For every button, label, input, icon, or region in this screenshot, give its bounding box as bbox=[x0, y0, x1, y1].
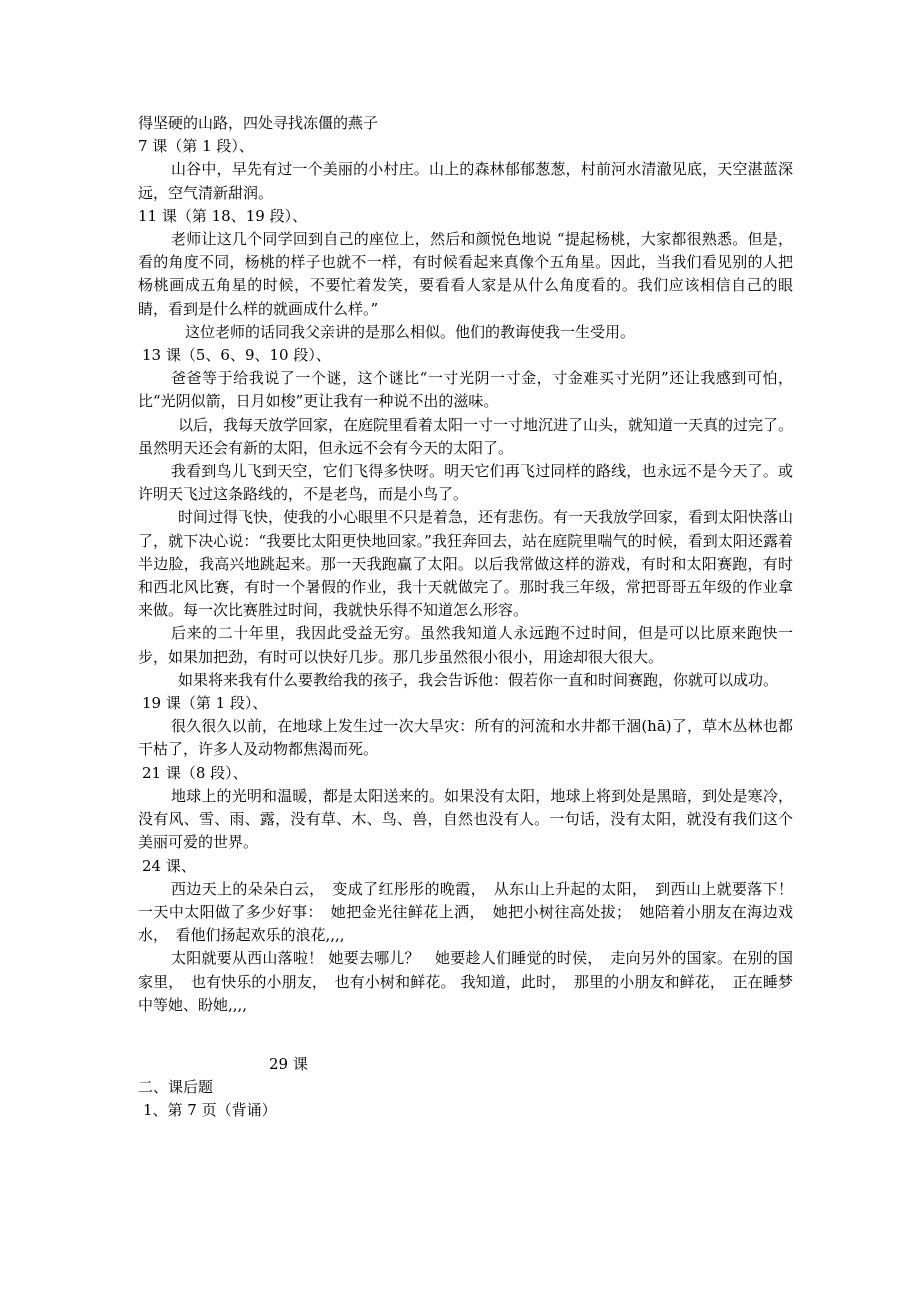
lesson-13-paragraph-4: 时间过得飞快，使我的小心眼里不只是着急，还有悲伤。有一天我放学回家，看到太阳快落山了，就下决心说：“我要比太阳更快地回家。”我狂奔回去，站在庭院里喘气的时候，看到太阳还露着半边脸，我高兴地跳起来。那一天我跑赢了太阳。以后我常做这样的游戏，有时和太阳赛跑，有时和西北风比赛，有时一个暑假的作业，我十天就做完了。那时我三年级，常把哥哥五年级的作业拿来做。每一次比赛胜过时间，我就快乐得不知道怎么形容。 bbox=[138, 508, 794, 620]
lesson-19-paragraph-1: 很久很久以前，在地球上发生过一次大旱灾：所有的河流和水井都干涸(hā)了，草木丛林也都干枯了，许多人及动物都焦渴而死。 bbox=[138, 717, 793, 759]
lesson-29-title: 29 课 bbox=[269, 1054, 308, 1073]
lesson-13-paragraph-3: 我看到鸟儿飞到天空，它们飞得多快呀。明天它们再飞过同样的路线，也永远不是今天了。或许明天飞过这条路线的，不是老鸟，而是小鸟了。 bbox=[138, 462, 793, 504]
section-heading-lesson-11: 11 课（第 18、19 段）、 bbox=[138, 206, 308, 225]
lesson-13-paragraph-2: 以后，我每天放学回家，在庭院里看着太阳一寸一寸地沉进了山头，就知道一天真的过完了。虽然明天还会有新的太阳，但永远不会有今天的太阳了。 bbox=[138, 415, 794, 457]
section-heading-lesson-13: 13 课（5、6、9、10 段）、 bbox=[142, 346, 331, 365]
section-heading-lesson-7: 7 课（第 1 段）、 bbox=[138, 137, 254, 156]
lesson-24-paragraph-1: 西边天上的朵朵白云， 变成了红彤彤的晚霞， 从东山上升起的太阳， 到西山上就要落下！ 一天中太阳做了多少好事： 她把金光往鲜花上洒， 她把小树往高处拔； 她陪着小朋友在海边戏水， 看他们扬起欢乐的浪花,,,, bbox=[138, 879, 824, 945]
spacer bbox=[138, 1017, 793, 1053]
intro-line: 得坚硬的山路，四处寻找冻僵的燕子 bbox=[138, 114, 379, 132]
document-page bbox=[138, 112, 824, 1123]
lesson-13-paragraph-5: 后来的二十年里，我因此受益无穷。虽然我知道人永远跑不过时间，但是可以比原来跑快一步，如果加把劲，有时可以快好几步。那几步虽然很小很小，用途却很大很大。 bbox=[138, 624, 793, 666]
lesson-21-paragraph-1: 地球上的光明和温暖，都是太阳送来的。如果没有太阳，地球上将到处是黑暗，到处是寒冷，没有风、雪、雨、露，没有草、木、鸟、兽，自然也没有人。一句话，没有太阳，就没有我们这个美丽可爱的世界。 bbox=[138, 786, 793, 852]
part-two-item-1: 1、第 7 页（背诵） bbox=[143, 1101, 277, 1120]
lesson-11-paragraph-2: 这位老师的话同我父亲讲的是那么相似。他们的教诲使我一生受用。 bbox=[185, 322, 636, 341]
lesson-13-paragraph-1: 爸爸等于给我说了一个谜，这个谜比“一寸光阴一寸金，寸金难买寸光阴”还让我感到可怕，比“光阴似箭，日月如梭”更让我有一种说不出的滋味。 bbox=[138, 369, 793, 411]
lesson-7-paragraph-1: 山谷中，早先有过一个美丽的小村庄。山上的森林郁郁葱葱，村前河水清澈见底，天空湛蓝深远，空气清新甜润。 bbox=[138, 160, 793, 202]
lesson-13-paragraph-6: 如果将来我有什么要教给我的孩子，我会告诉他：假若你一直和时间赛跑，你就可以成功。 bbox=[178, 670, 779, 689]
lesson-11-paragraph-1: 老师让这几个同学回到自己的座位上，然后和颜悦色地说 “提起杨桃，大家都很熟悉。但是，看的角度不同，杨桃的样子也就不一样，有时候看起来真像个五角星。因此，当我们看见别的人把杨桃画成五角星的时候，不要忙着发笑，要看看人家是从什么角度看的。我们应该相信自己的眼睛，看到是什么样的就画成什么样。” bbox=[138, 230, 793, 318]
section-heading-lesson-19: 19 课（第 1 段）、 bbox=[142, 694, 268, 713]
section-heading-lesson-24: 24 课、 bbox=[142, 856, 196, 875]
section-heading-lesson-21: 21 课（8 段）、 bbox=[142, 763, 248, 782]
lesson-24-paragraph-2: 太阳就要从西山落啦！ 她要去哪儿？ 她要趁人们睡觉的时侯， 走向另外的国家。在别的国家里， 也有快乐的小朋友， 也有小树和鲜花。 我知道，此时， 那里的小朋友和鲜花， 正在睡梦中等她、盼她,,,, bbox=[138, 949, 793, 1014]
part-two-heading: 二、课后题 bbox=[138, 1078, 214, 1097]
